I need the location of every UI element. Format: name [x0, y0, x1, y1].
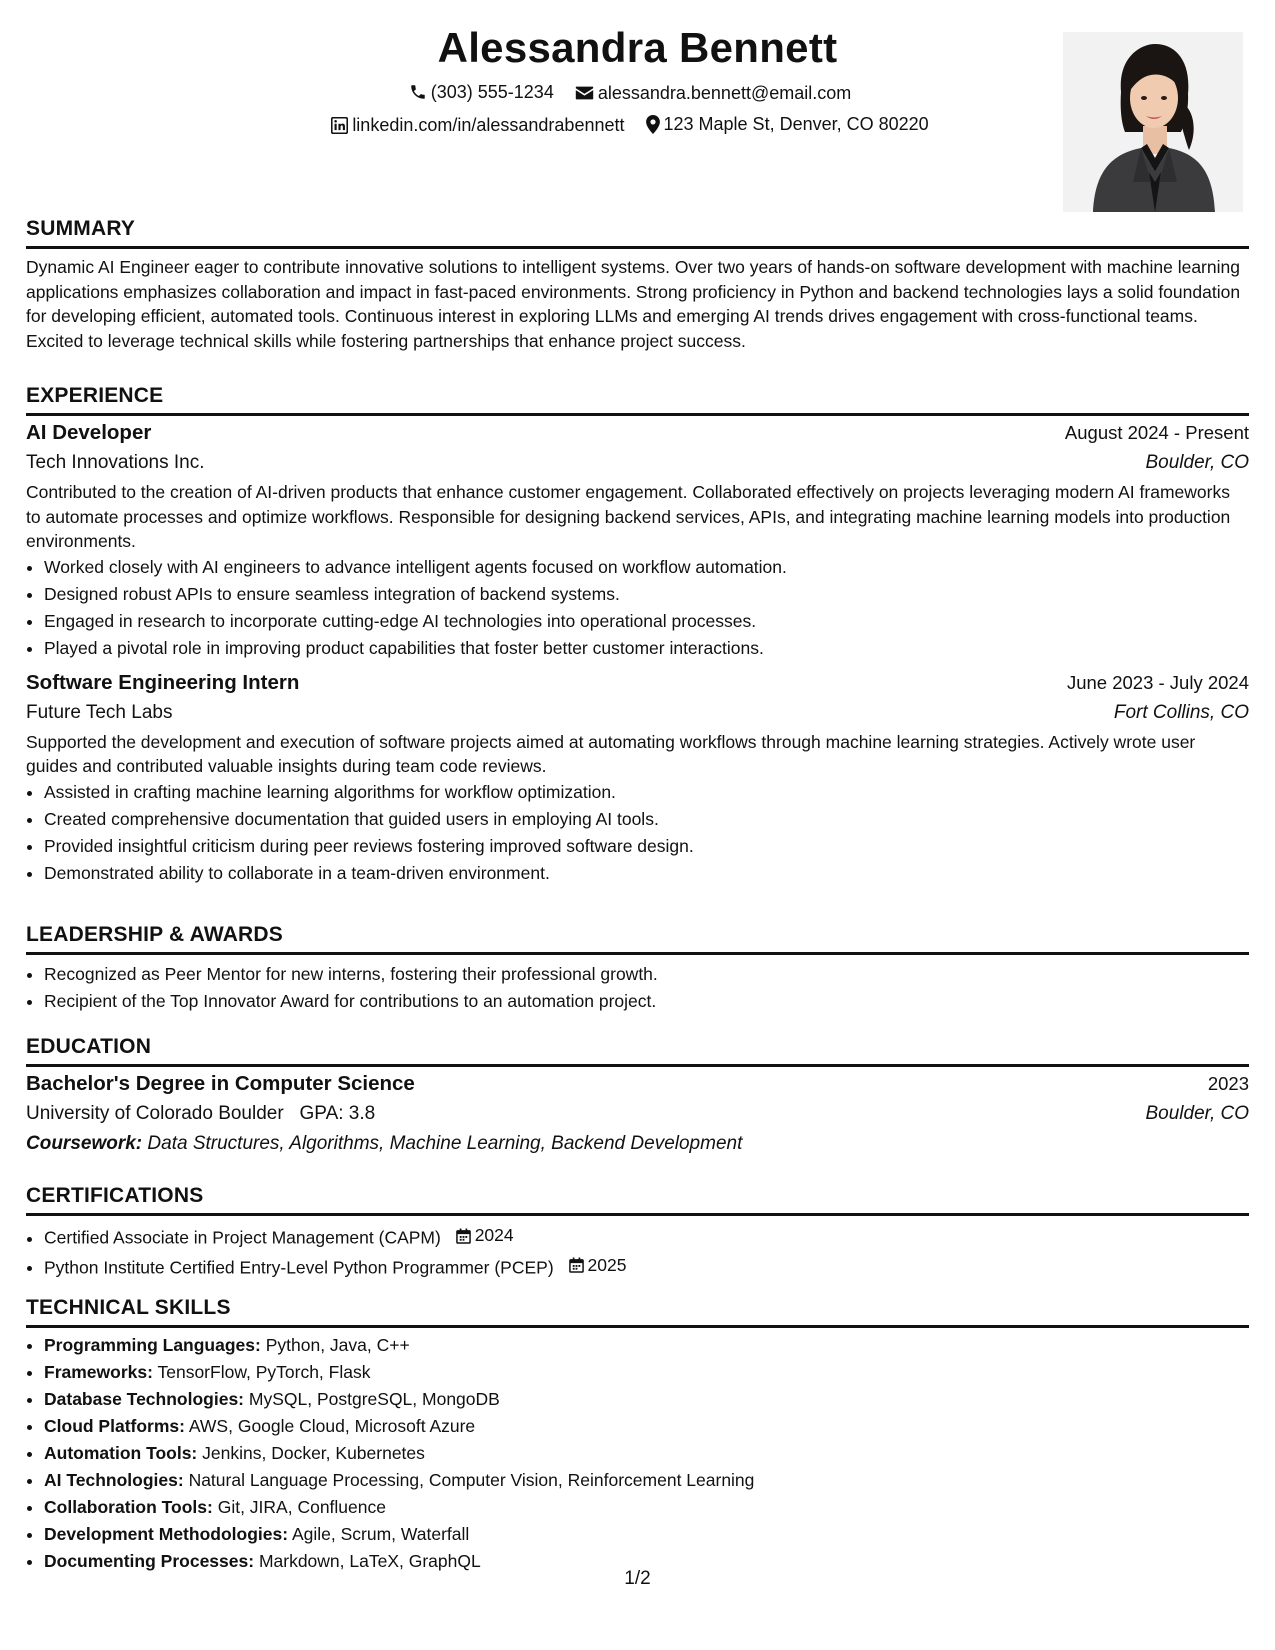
leadership-section [26, 922, 1249, 1015]
skill-values: Agile, Scrum, Waterfall [291, 1524, 470, 1544]
school-info [26, 1099, 375, 1129]
job-location: Fort Collins, CO [1113, 701, 1249, 723]
list-item [44, 1252, 1249, 1282]
skills-list [26, 1332, 1249, 1575]
linkedin-url: linkedin.com/in/alessandrabennett [352, 115, 625, 135]
list-item: • Recipient of the Top Innovator Award for contributions to an automation project. [44, 988, 1249, 1015]
list-item [44, 1222, 1249, 1252]
coursework-list: Data Structures, Algorithms, Machine Learning, Backend Development [147, 1133, 743, 1154]
job-title: Software Engineering Intern [26, 670, 300, 694]
job-dates: June 2023 - July 2024 [1066, 671, 1249, 693]
degree-name: Bachelor's Degree in Computer Science [26, 1072, 415, 1095]
skill-category: Automation Tools: [44, 1443, 198, 1463]
map-pin-icon [646, 115, 660, 134]
list-item: • Worked closely with AI engineers to advance intelligent agents focused on workflow automation. [44, 554, 1249, 581]
list-item: • Created comprehensive documentation that guided users in employing AI tools. [44, 806, 1249, 833]
education-divider [26, 1064, 1249, 1067]
company-name: Future Tech Labs [26, 701, 173, 723]
address-contact [646, 112, 929, 136]
skill-category: Collaboration Tools: [44, 1497, 213, 1517]
summary-text: Dynamic AI Engineer eager to contribute innovative solutions to intelligent systems. Over two years of hands-on software development with machine learning applications emphasizes collaboration and impact in fast-paced environments. Strong proficiency in Python and backend technologies lays a solid foundation for developing efficient, automated tools. Continuous interest in exploring LLMs and emerging AI trends drives engagement with cross-functional teams. Excited to leverage technical skills while fostering partnerships that enhance project success. [26, 257, 1241, 351]
list-item [44, 1521, 1249, 1548]
calendar-icon [456, 1228, 471, 1244]
certification-name: Certified Associate in Project Management (CAPM) [44, 1227, 441, 1248]
certifications-list [26, 1222, 1249, 1281]
email-contact[interactable] [575, 81, 851, 105]
experience-divider [26, 413, 1249, 416]
certifications-heading: CERTIFICATIONS [26, 1184, 204, 1207]
leadership-divider [26, 952, 1249, 955]
email-address: alessandra.bennett@email.com [597, 83, 852, 103]
street-address: 123 Maple St, Denver, CO 80220 [663, 114, 929, 134]
linkedin-icon [331, 117, 348, 134]
candidate-name: Alessandra Bennett [437, 24, 838, 71]
skills-section [26, 1295, 1249, 1575]
summary-divider [26, 246, 1249, 249]
job-description: Contributed to the creation of AI-driven products that enhance customer engagement. Collaborated effectively on projects leveraging modern AI frameworks to automate processes and optimize workflows. Responsible for designing backend services, APIs, and integrating machine learning models into production environments. [26, 482, 1231, 551]
job-title: AI Developer [26, 421, 152, 444]
company-name: Tech Innovations Inc. [26, 452, 205, 473]
coursework [26, 1129, 1249, 1159]
certification-year: 2025 [587, 1254, 627, 1275]
skills-heading: TECHNICAL SKILLS [26, 1296, 231, 1319]
job-location: Boulder, CO [1145, 452, 1249, 473]
skill-values: Markdown, LaTeX, GraphQL [258, 1551, 481, 1571]
list-item [44, 1332, 1249, 1359]
skill-values: AWS, Google Cloud, Microsoft Azure [188, 1416, 476, 1436]
list-item: • Assisted in crafting machine learning algorithms for workflow optimization. [44, 779, 1249, 806]
phone-icon [409, 83, 427, 101]
school-location: Boulder, CO [1145, 1103, 1249, 1124]
school-name: University of Colorado Boulder [26, 1103, 284, 1124]
certification-date [456, 1222, 514, 1249]
skill-category: Documenting Processes: [44, 1551, 255, 1571]
skill-category: Database Technologies: [44, 1389, 245, 1409]
skill-values: Python, Java, C++ [265, 1335, 410, 1355]
leadership-heading: LEADERSHIP & AWARDS [26, 923, 283, 946]
linkedin-contact[interactable] [331, 113, 624, 137]
envelope-icon [575, 85, 594, 101]
list-item: • Engaged in research to incorporate cutting-edge AI technologies into operational processes. [44, 608, 1249, 635]
graduation-year: 2023 [1207, 1073, 1249, 1094]
skill-category: Programming Languages: [44, 1335, 261, 1355]
skill-category: Development Methodologies: [44, 1524, 289, 1544]
education-section [26, 1034, 1249, 1159]
list-item: • Provided insightful criticism during peer reviews fostering improved software design. [44, 833, 1249, 860]
list-item: • Played a pivotal role in improving product capabilities that foster better customer interactions. [44, 635, 1249, 662]
skill-values: TensorFlow, PyTorch, Flask [157, 1362, 371, 1382]
phone-number: (303) 555-1234 [430, 82, 554, 102]
list-item: • Designed robust APIs to ensure seamless integration of backend systems. [44, 581, 1249, 608]
list-item [44, 1467, 1249, 1494]
skill-category: Frameworks: [44, 1362, 153, 1382]
job-bullets [26, 554, 1249, 662]
certification-name: Python Institute Certified Entry-Level Python Programmer (PCEP) [44, 1257, 554, 1277]
summary-heading: SUMMARY [26, 217, 136, 240]
list-item [44, 1494, 1249, 1521]
skill-values: Natural Language Processing, Computer Vision, Reinforcement Learning [188, 1470, 755, 1490]
summary-section [26, 216, 1249, 353]
coursework-label: Coursework: [26, 1133, 143, 1154]
list-item [44, 1359, 1249, 1386]
skill-category: Cloud Platforms: [44, 1416, 185, 1436]
job-dates: August 2024 - Present [1064, 422, 1249, 443]
page-number: 1/2 [624, 1568, 651, 1589]
list-item [44, 1413, 1249, 1440]
list-item: • Recognized as Peer Mentor for new interns, fostering their professional growth. [44, 961, 1249, 988]
job-bullets [26, 779, 1249, 887]
list-item: • Demonstrated ability to collaborate in a team-driven environment. [44, 860, 1249, 887]
certification-year: 2024 [474, 1225, 514, 1245]
certification-date [569, 1252, 627, 1279]
certifications-section [26, 1183, 1249, 1281]
calendar-icon [569, 1257, 584, 1273]
skills-divider [26, 1325, 1249, 1328]
leadership-bullets [26, 961, 1249, 1015]
job-entry [26, 668, 1249, 887]
skill-values: Git, JIRA, Confluence [217, 1497, 386, 1517]
experience-section [26, 383, 1249, 887]
gpa: GPA: 3.8 [299, 1103, 376, 1124]
skill-values: Jenkins, Docker, Kubernetes [202, 1443, 425, 1463]
skill-values: MySQL, PostgreSQL, MongoDB [248, 1389, 500, 1409]
certifications-divider [26, 1213, 1249, 1216]
list-item [44, 1440, 1249, 1467]
experience-heading: EXPERIENCE [26, 384, 164, 407]
education-heading: EDUCATION [26, 1035, 152, 1058]
job-entry [26, 418, 1249, 662]
profile-photo [1063, 32, 1243, 212]
phone-contact[interactable] [409, 80, 554, 104]
list-item [44, 1386, 1249, 1413]
job-description: Supported the development and execution of software projects aimed at automating workflows through machine learning strategies. Actively wrote user guides and contributed valuable insights during team code reviews. [26, 731, 1196, 776]
skill-category: AI Technologies: [44, 1470, 184, 1490]
